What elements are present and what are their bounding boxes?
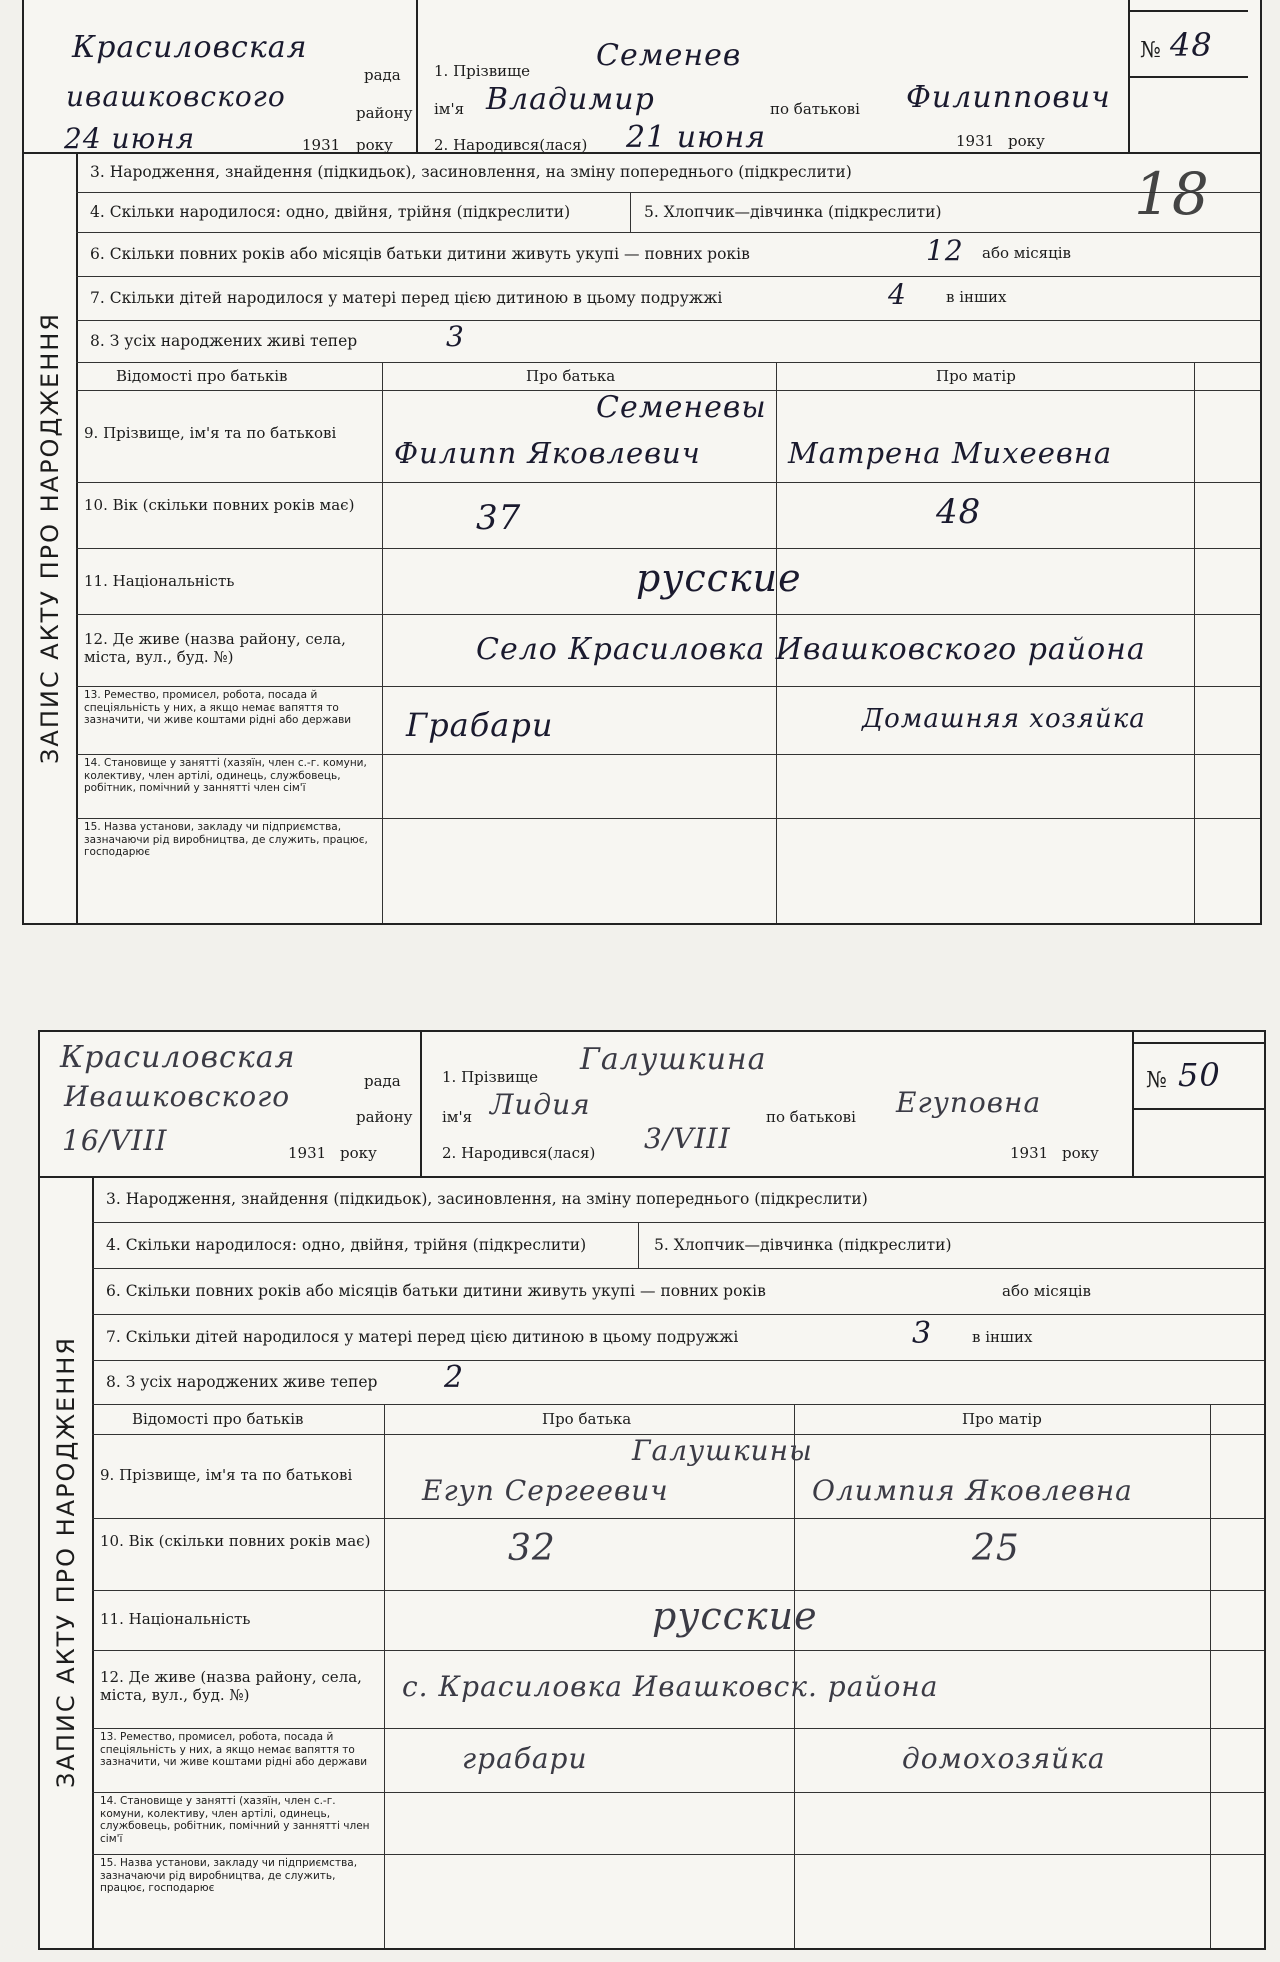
mother-age: 25 (972, 1528, 1020, 1569)
residence: с. Красиловка Ивашковск. района (402, 1670, 939, 1703)
alive-now: 2 (444, 1360, 465, 1395)
record-number: 48 (1170, 26, 1213, 64)
row-12: 12. Де живе (назва району, села, міста, вул., буд. №) Село Красиловка Ивашковского района (76, 614, 1260, 687)
row-4-5: 4. Скільки народилося: одно, двійня, трійня (підкреслити) 5. Хлопчик—дівчинка (підкреслити) (76, 192, 1260, 233)
father-occupation: Грабари (406, 706, 554, 744)
mother-occupation: Домашняя хозяйка (862, 704, 1146, 734)
child-info-box (420, 1032, 1134, 1176)
row-10: 10. Вік (скільки повних років має) 32 25 (92, 1518, 1264, 1591)
row-7: 7. Скільки дітей народилося у матері перед цією дитиною в цьому подружжі 4 в інших (76, 276, 1260, 321)
child-patronymic: Филиппович (906, 80, 1111, 115)
margin-note: 18 (1134, 160, 1210, 228)
rada-label: рада (364, 66, 401, 84)
row-14: 14. Становище у занятті (хазяїн, член с.-г. комуни, колективу, член артілі, одинець, службовець, робітник, помічний у заннятті член сім'ї (76, 754, 1260, 819)
registry-office-box (24, 0, 418, 155)
form-body (92, 1176, 1264, 1948)
residence: Село Красиловка Ивашковского района (476, 632, 1146, 667)
child-patronymic: Егуповна (896, 1086, 1042, 1119)
father-age: 37 (476, 498, 522, 538)
birth-record-form-1 (22, 0, 1262, 925)
birth-record-form-2 (38, 1030, 1266, 1950)
number-prefix: № (1140, 38, 1161, 63)
rada-name: Красиловская (72, 30, 308, 65)
side-title: ЗАПИС АКТУ ПРО НАРОДЖЕННЯ (24, 152, 78, 923)
father-age: 32 (508, 1528, 556, 1569)
row-15: 15. Назва установи, закладу чи підприємства, зазначаючи рід виробництва, де служить, працює, господарює (100, 1857, 358, 1894)
row-11: 11. Національність русские (92, 1590, 1264, 1651)
record-number-box (1132, 1042, 1264, 1110)
years-together: 12 (926, 234, 964, 267)
form-header (40, 1032, 1264, 1178)
registry-office-box (40, 1032, 422, 1176)
surname-label: 1. Прізвище (442, 1068, 539, 1086)
table-head: Відомості про батьків Про батька Про матір (92, 1404, 1264, 1435)
row-6: 6. Скільки повних років або місяців батьки дитини живуть укупі — повних років 12 або місяців (76, 232, 1260, 277)
patronymic-label: по батькові (766, 1108, 856, 1126)
row-8: 8. З усіх народжених живі тепер 3 (76, 320, 1260, 363)
parents-table (76, 362, 1260, 923)
parents-surname: Семеневы (596, 390, 767, 425)
roku-label: року (340, 1144, 377, 1162)
children-before: 3 (912, 1316, 933, 1351)
mother-name: Матрена Михеевна (788, 436, 1113, 470)
form-body (76, 152, 1260, 923)
number-prefix: № (1146, 1068, 1167, 1093)
registration-year: 1931 (288, 1144, 327, 1162)
mother-name: Олимпия Яковлевна (812, 1474, 1133, 1507)
row-7: 7. Скільки дітей народилося у матері перед цією дитиною в цьому подружжі 3 в інших (92, 1314, 1264, 1361)
birth-date: 21 июня (626, 120, 767, 155)
row-4-5: 4. Скільки народилося: одно, двійня, трійня (підкреслити) 5. Хлопчик—дівчинка (підкреслити) (92, 1222, 1264, 1269)
birth-date: 3/VIII (644, 1122, 731, 1155)
row-11: 11. Національність русские (76, 548, 1260, 615)
born-label: 2. Народився(лася) (442, 1144, 596, 1162)
parents-table (92, 1404, 1264, 1948)
row-6: 6. Скільки повних років або місяців батьки дитини живуть укупі — повних років або місяців (92, 1268, 1264, 1315)
row-8: 8. З усіх народжених живе тепер 2 (92, 1360, 1264, 1405)
alive-now: 3 (446, 320, 465, 353)
roku-label: року (356, 136, 393, 154)
mother-occupation: домохозяйка (902, 1742, 1106, 1775)
record-number-box (1128, 10, 1248, 78)
raion-name: Ивашковского (64, 1080, 291, 1113)
child-surname: Галушкина (580, 1042, 767, 1077)
patronymic-label: по батькові (770, 100, 860, 118)
raion-name: ивашковского (66, 80, 286, 113)
row-14: 14. Становище у занятті (хазяїн, член с.-г. комуни, колективу, член артілі, одинець, службовець, робітник, помічний у заннятті член сім'ї (92, 1792, 1264, 1855)
father-occupation: грабари (462, 1742, 588, 1775)
child-first-name: Владимир (486, 82, 655, 117)
father-name: Егуп Сергеевич (422, 1474, 669, 1507)
registration-date: 16/VIII (62, 1124, 168, 1157)
born-label: 2. Народився(лася) (434, 136, 588, 154)
children-before: 4 (888, 278, 907, 311)
table-head: Відомості про батьків Про батька Про матір (76, 362, 1260, 391)
row-3: 3. Народження, знайдення (підкидьок), засиновлення, на зміну попереднього (підкреслити) (92, 1176, 1264, 1223)
rada-name: Красиловская (60, 1040, 296, 1075)
birth-year: 1931 (1010, 1144, 1049, 1162)
raion-label: району (356, 104, 413, 122)
row-9: 9. Прізвище, ім'я та по батькові Галушкины Егуп Сергеевич Олимпия Яковлевна (92, 1434, 1264, 1519)
rada-label: рада (364, 1072, 401, 1090)
child-first-name: Лидия (490, 1088, 591, 1121)
child-surname: Семенев (596, 38, 742, 73)
birth-roku-label: року (1062, 1144, 1099, 1162)
birth-year: 1931 (956, 132, 995, 150)
child-info-box (416, 0, 1130, 155)
birth-roku-label: року (1008, 132, 1045, 150)
row-3: 3. Народження, знайдення (підкидьок), засиновлення, на зміну попереднього (підкреслити) (76, 152, 1260, 193)
row-12: 12. Де живе (назва району, села, міста, вул., буд. №) с. Красиловка Ивашковск. района (92, 1650, 1264, 1729)
row-10: 10. Вік (скільки повних років має) 37 48 (76, 482, 1260, 549)
parents-surname: Галушкины (632, 1434, 813, 1467)
raion-label: району (356, 1108, 413, 1126)
nationality: русские (652, 1594, 818, 1638)
record-number: 50 (1178, 1056, 1221, 1094)
name-label: ім'я (442, 1108, 473, 1126)
registration-year: 1931 (302, 136, 341, 154)
side-title: ЗАПИС АКТУ ПРО НАРОДЖЕННЯ (40, 1176, 94, 1948)
father-name: Филипп Яковлевич (394, 436, 701, 470)
row-13: 13. Ремество, промисел, робота, посада й спеціяльність у них, а якщо немає вапяття то зазначити, чи живе коштами рідні або держави грабари домохозяйка (92, 1728, 1264, 1793)
name-label: ім'я (434, 100, 465, 118)
row-15: 15. Назва установи, закладу чи підприємства, зазначаючи рід виробництва, де служить, працює, господарює (84, 821, 368, 858)
row-9: 9. Прізвище, ім'я та по батькові Семеневы Филипп Яковлевич Матрена Михеевна (76, 390, 1260, 483)
mother-age: 48 (936, 492, 982, 532)
registration-date: 24 июня (64, 122, 196, 155)
row-13: 13. Ремество, промисел, робота, посада й спеціяльність у них, а якщо немає вапяття то зазначити, чи живе коштами рідні або держави Грабари Домашняя хозяйка (76, 686, 1260, 755)
surname-label: 1. Прізвище (434, 62, 531, 80)
nationality: русские (636, 556, 802, 600)
